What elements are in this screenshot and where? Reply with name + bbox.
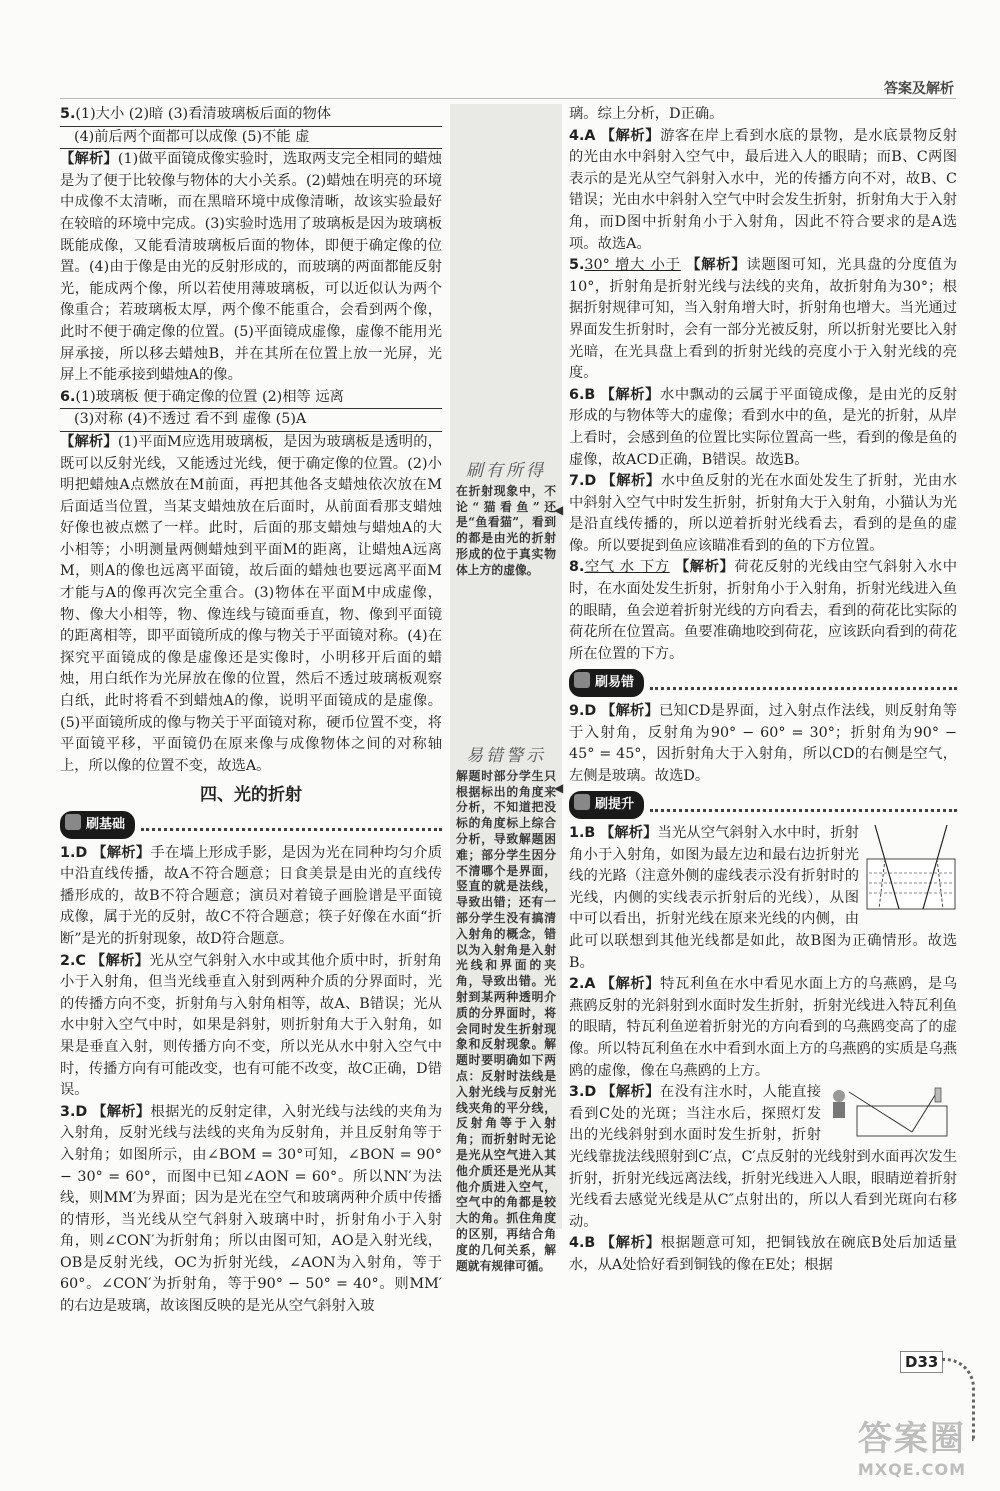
refraction-figure — [865, 823, 957, 911]
improve-item-3 — [569, 1082, 957, 1233]
note-text: 在折射现象中，不论“猫看鱼”还是“鱼看猫”，看到的都是由光的折射形成的位于真实物体上方的虚像。 — [456, 483, 556, 577]
item-number: 2. — [569, 976, 585, 993]
item-number: 3. — [569, 1084, 585, 1101]
answer-item-6 — [60, 387, 442, 778]
analysis-label: 【解析】 — [600, 976, 661, 993]
note-text: 解题时部分学生只根据标出的角度来分析，不知道把没标的角度标上综合分析，导致解题困难；部分学生因分不清哪个是界面，竖直的就是法线，导致出错；还有一部分学生没有搞清入射角的概念，错以为入射角是入射光线和界面的夹角，导致出错。光射到某两种透明介质的分界面时，将会同时发生折射现象和反射现象。解题时要明确如下两点：反射时法线是入射光线与反射光线夹角的平分线，反射角等于入射角；而折射时无论是光从空气进入其他介质还是光从其他介质进入空气，空气中的角都是较大的角。抓住角度的区别，再结合角度的几何关系，解题就有规律可循。 — [456, 768, 556, 1273]
analysis-text: 特瓦利鱼在水中看见水面上方的乌燕鸥，是乌燕鸥反射的光斜射到水面时发生折射，折射光线进入特瓦利鱼的眼睛，特瓦利鱼逆着折射光的方向看到的乌燕鸥变高了的虚像。所以特瓦利鱼在水中看到水面上方的乌燕鸥的实质是乌燕鸥的虚像，像在乌燕鸥的上方。 — [569, 976, 958, 1079]
badge-label: 刷基础 — [86, 817, 126, 832]
watermark-url: MXQE.COM — [857, 1460, 966, 1479]
item-answer: C — [75, 952, 86, 969]
analysis-text: 水中飘动的云属于平面镜成像，是由光的反射形成的与物体等大的虚像；看到水中的鱼，是光的折射，从岸上看时，会感到鱼的位置比实际位置高一些，看到的像是鱼的虚像，故ACD正确，B错误。故选B。 — [569, 386, 958, 468]
analysis-label: 【解析】 — [599, 825, 658, 841]
analysis-label: 【解析】 — [92, 844, 151, 861]
item-number: 1. — [60, 844, 76, 861]
analysis-text: 读题图可知，光具盘的分度值为10°，折射角是折射光线与法线的夹角，故折射角为30°；根据折射规律可知，当入射角增大时，折射角也增大。当光通过界面发生折射时，会有一部分光被反射，所以折射光要比入射光暗，在光具盘上看到的折射光线的亮度小于入射光线的亮度。 — [569, 257, 957, 382]
item-6 — [569, 385, 957, 471]
analysis-text: 光从空气斜射入水中或其他介质中时，折射角小于入射角，但当光线垂直入射到两种介质的分界面时，光的传播方向不变，折射角与入射角相等，故A、B错误；光从水中射入空气中时，如果是斜射，则折射角大于入射角，如果是垂直入射，则传播方向不变，所以光从水中射入空气中时，传播方向有可能改变，也有可能不改变，故C正确，D错误。 — [60, 952, 443, 1099]
analysis-label: 【解析】 — [600, 1235, 661, 1252]
item-number: 9. — [569, 703, 585, 720]
item-answer: 空气 水 下方 — [584, 559, 670, 576]
continued-text: 璃。综上分析，D正确。 — [569, 106, 724, 122]
item-number: 6. — [60, 388, 76, 405]
item-answer: A — [584, 127, 596, 144]
item-9 — [569, 701, 957, 787]
analysis-label: 【解析】 — [60, 151, 118, 168]
analysis-text: 游客在岸上看到水底的景物，是水底景物反射的光由水中斜射入空气中，最后进入人的眼睛；而B、C两图表示的是光从空气斜射入水中，光的传播方向不对，故B、C错误；光由水中斜射入空气中时会发生折射，折射角大于入射角，而D图中折射角小于入射角，因此不符合要求的是A选项。故选A。 — [569, 127, 958, 252]
badge-improve — [569, 791, 957, 819]
item-number: 4. — [569, 127, 585, 144]
item-4 — [569, 126, 957, 256]
dotted-divider — [650, 677, 957, 690]
badge-mistake — [569, 669, 957, 697]
basic-item-1 — [60, 843, 442, 951]
arrow-icon: ◀ — [554, 503, 564, 517]
note-mistake-warning — [456, 746, 556, 1274]
watermark-logo — [858, 1411, 966, 1479]
searchlight-figure — [827, 1082, 957, 1140]
item-8 — [569, 557, 957, 665]
note-title: 易错警示 — [466, 746, 546, 766]
item-answer: D — [75, 1103, 88, 1120]
badge-label: 刷易错 — [595, 675, 635, 691]
item-number: 2. — [60, 952, 76, 969]
answer-line-b: (3)对称 (4)不透过 看不到 虚像 (5)A — [60, 409, 442, 432]
arrow-icon: ◀ — [554, 781, 564, 795]
item-answer: B — [584, 386, 596, 403]
item-7 — [569, 471, 957, 557]
analysis-label: 【解析】 — [601, 473, 661, 490]
note-title: 刷有所得 — [466, 461, 546, 481]
analysis-label: 【解析】 — [674, 559, 735, 576]
left-column — [60, 104, 442, 1318]
improve-item-1 — [569, 823, 957, 974]
improve-item-2 — [569, 974, 957, 1082]
analysis-label: 【解析】 — [600, 127, 661, 144]
analysis-text: 根据题意可知，把铜钱放在碗底B处后加适量水，从A处恰好看到铜钱的像在E处；根据 — [569, 1235, 957, 1273]
analysis-text: 在没有注水时，人能直接看到C处的光斑；当注水后，探照灯发出的光线斜射到水面时发生折射，折射光线靠拢法线照射到C′点，C′点反射的光线射到水面再次发生折射，折射光线远离法线，折射光线进入人眼，眼睛逆着折射光线看去感觉光线是从C″点射出的，所以人看到光斑向右移动。 — [569, 1084, 957, 1230]
analysis-text: 已知CD是界面，过入射点作法线，则反射角等于入射角，反射角为90° − 60° = 30°；折射角为90° − 45° = 45°，因折射角大于入射角，所以CD的右侧是空气，左侧是玻璃。故选D。 — [569, 703, 958, 784]
item-number: 5. — [60, 106, 76, 122]
item-answer: D — [75, 844, 88, 861]
page-number: D33 — [900, 1351, 943, 1373]
improve-item-4 — [569, 1233, 957, 1276]
item-answer: A — [584, 976, 596, 993]
analysis-label: 【解析】 — [601, 703, 660, 720]
dotted-divider — [141, 818, 442, 831]
analysis-label: 【解析】 — [600, 386, 660, 403]
analysis-text: 水中鱼反射的光在水面处发生了折射，光由水中斜射入空气中时发生折射，折射角大于入射角，小猫认为光是沿直线传播的，所以逆着折射光线看去，看到的是鱼的虚像。所以要捉到鱼应该瞄准看到的鱼的下方位置。 — [569, 473, 958, 554]
badge-basic — [60, 811, 442, 839]
analysis-label: 【解析】 — [90, 952, 150, 969]
dotted-divider — [650, 799, 957, 812]
analysis-text: 荷花反射的光线由空气斜射入水中时，在水面处发生折射，折射角小于入射角，折射光线进入鱼的眼睛，鱼会逆着折射光线的方向看去，看到的荷花比实际的荷花所在位置高。鱼要准确地咬到荷花，应该跃向看到的荷花所在位置的下方。 — [569, 559, 958, 662]
badge-label: 刷提升 — [595, 797, 635, 813]
item-answer: B — [584, 1235, 596, 1252]
item-number: 8. — [569, 559, 585, 576]
analysis-label: 【解析】 — [92, 1103, 151, 1120]
analysis-text: 当光从空气斜射入水中时，折射角小于入射角，如图为最左边和最右边折射光线的光路（注意外侧的虚线表示没有折射时的光线，内侧的实线表示折射后的光线），从图中可以看出，折射光线在原来光线的内侧，由此可以联想到其他光线都是如此，故B图为正确情形。故选B。 — [569, 825, 957, 971]
section-title: 四、光的折射 — [200, 785, 302, 806]
book-icon — [65, 814, 81, 830]
item-answer: D — [584, 703, 597, 720]
answer-line-a: (1)大小 (2)暗 (3)看清玻璃板后面的物体 — [75, 106, 332, 122]
analysis-text: 手在墙上形成手影，是因为光在同种均匀介质中沿直线传播，故A不符合题意；日食美景是由光的直线传播形成的，故B不符合题意；演员对着镜子画脸谱是平面镜成像，属于光的反射，故C不符合题意；筷子好像在水面“折断”是光的折射现象，故D符合题意。 — [60, 844, 443, 947]
header-title: 答案及解析 — [884, 81, 954, 97]
basic-item-3 — [60, 1102, 442, 1318]
book-icon — [574, 794, 590, 810]
item-number: 1. — [569, 825, 585, 841]
book-icon — [574, 672, 590, 688]
item-answer: D — [584, 473, 597, 490]
item-answer: 30° 增大 小于 — [584, 257, 681, 274]
basic-item-2 — [60, 951, 442, 1102]
side-notes-panel — [450, 104, 562, 1273]
analysis-text: (1)做平面镜成像实验时，选取两支完全相同的蜡烛是为了便于比较像与物体的大小关系。(2)蜡烛在明亮的环境中成像不太清晰，而在黑暗环境中成像清晰，故该实验最好在较暗的环境中完成。(3)实验时选用了玻璃板是因为玻璃板既能成像，又能看清玻璃板后面的物体，即便于确定像的位置。(4)由于像是由光的反射形成的，而玻璃的两面都能反射光，能成两个像，所以若使用薄玻璃板，可以近似认为两个像重合；若玻璃板太厚，两个像不能重合，会看到两个像，此时不便于确定像的位置。(5)平面镜成虚像，虚像不能用光屏承接，所以移去蜡烛B，并在其所在位置上放一光屏，光屏上不能承接到蜡烛A的像。 — [60, 151, 443, 384]
item-answer: D — [584, 1084, 597, 1101]
right-column — [569, 104, 957, 1276]
note-takeaway — [456, 461, 556, 579]
item-5 — [569, 255, 957, 385]
analysis-text: 根据光的反射定律，入射光线与法线的夹角为入射角，反射光线与法线的夹角为反射角，并且反射角等于入射角；如图所示，由∠BOM = 30°可知，∠BON = 90° − 30° = 60°，而图中已知∠AON = 60°。所以NN′为法线，则MM′为界面；因为是光在空气和玻璃两种介质中传播的情形，当光线从空气斜射入玻璃中时，折射角小于入射角，则∠CON′为折射角；所以由图可知，AO是入射光线，OB是反射光线，OC为折射光线，∠AON为入射角，等于60°。∠CON′为折射角，等于90° − 50° = 40°。则MM′的右边是玻璃，故该图反映的是光从空气斜射入玻 — [60, 1103, 443, 1315]
header-divider — [60, 98, 956, 99]
item-number: 3. — [60, 1103, 76, 1120]
item-number: 6. — [569, 386, 585, 403]
item-number: 7. — [569, 473, 585, 490]
item-number: 5. — [569, 257, 585, 274]
answer-item-5 — [60, 104, 442, 387]
analysis-label: 【解析】 — [601, 1084, 660, 1101]
item-answer: B — [584, 825, 596, 841]
analysis-label: 【解析】 — [686, 257, 747, 274]
watermark-text: 答案圈 — [857, 1419, 966, 1459]
answer-line-b: (4)前后两个面都可以成像 (5)不能 虚 — [60, 127, 442, 150]
analysis-label: 【解析】 — [60, 433, 118, 450]
analysis-text: (1)平面M应选用玻璃板，是因为玻璃板是透明的，既可以反射光线，又能透过光线，便于确定像的位置。(2)小明把蜡烛A点燃放在M前面，再把其他各支蜡烛依次放在M后面适当位置，当某支蜡烛放在后面时，从前面看那支蜡烛好像也被点燃了一样。此时，后面的那支蜡烛与蜡烛A的大小相等；小明测量两侧蜡烛到平面M的距离，让蜡烛A远离M，则A的像也远离平面镜，故后面的蜡烛也要远离平面M才能与A的像再次完全重合。(3)物体在平面M中成虚像，物、像大小相等，物、像连线与镜面垂直，物、像到平面镜的距离相等，即平面镜所成的像与物关于平面镜对称。(4)在探究平面镜成的像是虚像还是实像时，小明移开后面的蜡烛，用白纸作为光屏放在像的位置，然后不透过玻璃板观察白纸，此时将看不到蜡烛A的像，说明平面镜成的是虚像。(5)平面镜所成的像与物关于平面镜对称，硬币位置不变，将平面镜平移，平面镜仍在原来像与成像物体之间的对称轴上，所以像的位置不变，故选A。 — [60, 433, 443, 774]
answer-line-a: (1)玻璃板 便于确定像的位置 (2)相等 远离 — [75, 388, 344, 405]
item-number: 4. — [569, 1235, 585, 1252]
